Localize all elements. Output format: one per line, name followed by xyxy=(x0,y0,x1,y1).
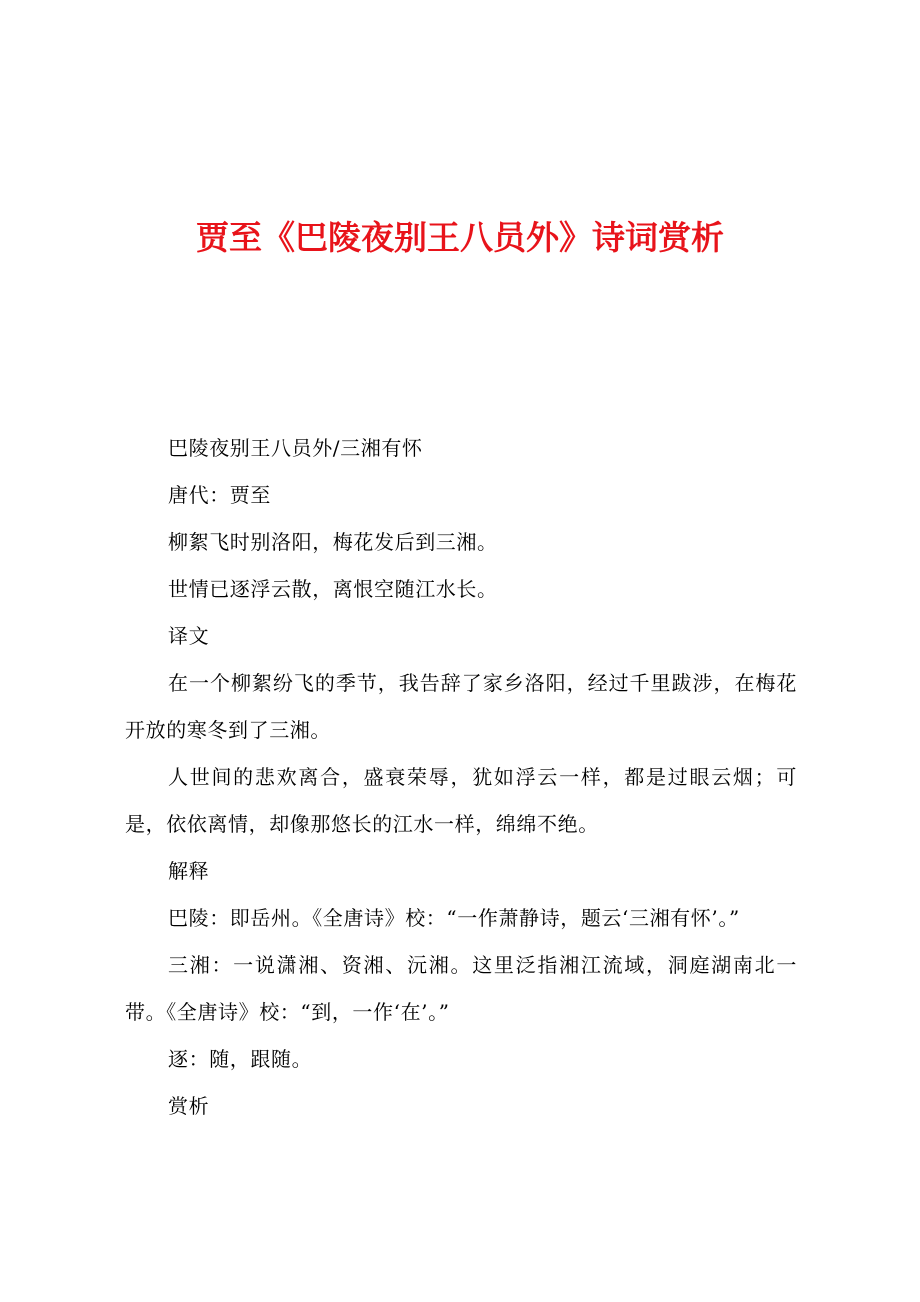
document-body xyxy=(125,425,797,1130)
translation-paragraph-1: 在一个柳絮纷飞的季节，我告辞了家乡洛阳，经过千里跋涉，在梅花开放的寒冬到了三湘。 xyxy=(125,671,797,742)
poem-verse-2: 世情已逐浮云散，离恨空随江水长。 xyxy=(168,577,498,601)
section-heading-appreciation: 赏析 xyxy=(168,1094,210,1118)
translation-paragraph-2: 人世间的悲欢离合，盛衰荣辱，犹如浮云一样，都是过眼云烟；可是，依依离情，却像那悠长的江水一样，绵绵不绝。 xyxy=(125,765,797,836)
explanation-item-1: 巴陵：即岳州。《全唐诗》校：“一作萧静诗，题云‘三湘有怀’。” xyxy=(168,906,740,930)
section-heading-explanation: 解释 xyxy=(168,859,210,883)
explanation-item-2: 三湘：一说潇湘、资湘、沅湘。这里泛指湘江流域，洞庭湖南北一带。《全唐诗》校：“到，一作‘在’。” xyxy=(125,953,797,1024)
poem-verse-1: 柳絮飞时别洛阳，梅花发后到三湘。 xyxy=(168,530,498,554)
poem-title-line: 巴陵夜别王八员外/三湘有怀 xyxy=(168,436,423,460)
poem-author-line: 唐代：贾至 xyxy=(168,483,271,507)
explanation-item-3: 逐：随，跟随。 xyxy=(168,1047,313,1071)
section-heading-translation: 译文 xyxy=(168,624,210,648)
document-title: 贾至《巴陵夜别王八员外》诗词赏析 xyxy=(196,218,724,258)
